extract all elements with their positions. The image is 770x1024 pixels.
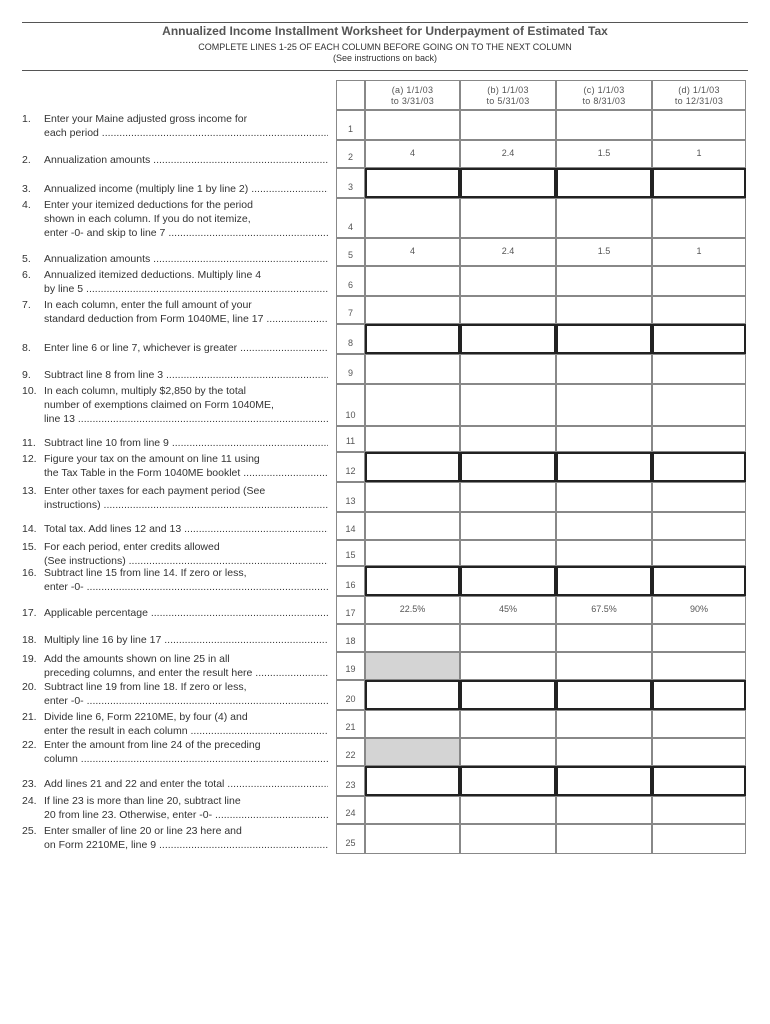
entry-cell-line-7-col-d[interactable] xyxy=(652,296,746,324)
line-label-text: the Tax Table in the Form 1040ME booklet xyxy=(44,467,241,479)
entry-cell-line-9-col-b[interactable] xyxy=(460,354,556,384)
entry-cell-line-4-col-c[interactable] xyxy=(556,198,652,238)
entry-cell-line-9-col-d[interactable] xyxy=(652,354,746,384)
line-description xyxy=(22,606,328,620)
line-number: 14 xyxy=(345,524,356,534)
entry-cell-line-8-col-a[interactable] xyxy=(365,324,460,354)
entry-cell-line-16-col-d[interactable] xyxy=(652,566,746,596)
entry-cell-line-15-col-c[interactable] xyxy=(556,540,652,566)
line-label-text: Annualization amounts xyxy=(44,154,151,166)
entry-cell-line-14-col-b[interactable] xyxy=(460,512,556,540)
entry-cell-line-19-col-d[interactable] xyxy=(652,652,746,680)
line-label-text: enter -0- xyxy=(44,581,84,593)
line-number: 19 xyxy=(345,664,356,674)
column-period-start: (d) 1/1/03 xyxy=(678,85,720,95)
entry-cell-line-3-col-d[interactable] xyxy=(652,168,746,198)
line-label-text: Add the amounts shown on line 25 in all xyxy=(44,653,230,665)
line-label-text: on Form 2210ME, line 9 xyxy=(44,839,157,851)
line-label-number: 13. xyxy=(22,485,37,497)
line-number: 1 xyxy=(347,124,353,134)
entry-cell-line-11-col-b[interactable] xyxy=(460,426,556,452)
line-label-number: 25. xyxy=(22,825,37,837)
line-label-text: Enter the amount from line 24 of the preceding xyxy=(44,739,261,751)
line-label-number: 8. xyxy=(22,342,31,354)
line-number-cell xyxy=(336,540,365,566)
column-header-a xyxy=(365,80,460,110)
line-number-cell xyxy=(336,324,365,354)
line-label-text: 20 from line 23. Otherwise, enter -0- xyxy=(44,809,213,821)
line-label-text: line 13 xyxy=(44,413,75,425)
form-subtitle: COMPLETE LINES 1-25 OF EACH COLUMN BEFORE GOING ON TO THE NEXT COLUMN xyxy=(198,42,572,52)
entry-cell-line-12-col-d[interactable] xyxy=(652,452,746,482)
line-description xyxy=(22,652,328,680)
entry-cell-line-7-col-b[interactable] xyxy=(460,296,556,324)
entry-cell-line-23-col-c[interactable] xyxy=(556,766,652,796)
entry-cell-line-20-col-b[interactable] xyxy=(460,680,556,710)
line-number-cell xyxy=(336,238,365,266)
entry-cell-line-8-col-b[interactable] xyxy=(460,324,556,354)
entry-cell-line-7-col-c[interactable] xyxy=(556,296,652,324)
line-number: 13 xyxy=(345,496,356,506)
leader-dots xyxy=(165,227,328,239)
preset-value: 67.5% xyxy=(591,604,617,614)
entry-cell-line-4-col-a[interactable] xyxy=(365,198,460,238)
entry-cell-line-21-col-d[interactable] xyxy=(652,710,746,738)
line-label-text: (See instructions) xyxy=(44,555,126,567)
entry-cell-line-12-col-a[interactable] xyxy=(365,452,460,482)
leader-dots xyxy=(212,809,328,821)
leader-dots xyxy=(84,695,328,707)
entry-cell-line-21-col-c[interactable] xyxy=(556,710,652,738)
line-description xyxy=(22,824,328,852)
line-number-cell xyxy=(336,652,365,680)
entry-cell-line-24-col-c[interactable] xyxy=(556,796,652,824)
entry-cell-line-11-col-d[interactable] xyxy=(652,426,746,452)
line-label-number: 19. xyxy=(22,653,37,665)
entry-cell-line-1-col-d[interactable] xyxy=(652,110,746,140)
line-description xyxy=(22,268,328,296)
line-label-number: 20. xyxy=(22,681,37,693)
entry-cell-line-1-col-b[interactable] xyxy=(460,110,556,140)
line-label-number: 2. xyxy=(22,154,31,166)
line-number: 10 xyxy=(345,410,356,420)
leader-dots xyxy=(75,413,328,425)
line-label-text: each period xyxy=(44,127,99,139)
line-label-text: Enter line 6 or line 7, whichever is greater xyxy=(44,342,238,354)
preset-value: 1.5 xyxy=(597,148,611,158)
line-number: 24 xyxy=(345,808,356,818)
entry-cell-line-11-col-a[interactable] xyxy=(365,426,460,452)
line-label-text: column xyxy=(44,753,78,765)
leader-dots xyxy=(83,283,328,295)
form-title: Annualized Income Installment Worksheet for Underpayment of Estimated Tax xyxy=(162,24,608,38)
line-label-number: 23. xyxy=(22,778,37,790)
leader-dots xyxy=(169,437,328,449)
entry-cell-line-10-col-b[interactable] xyxy=(460,384,556,426)
line-description xyxy=(22,341,328,355)
line-number-cell xyxy=(336,266,365,296)
entry-cell-line-16-col-a[interactable] xyxy=(365,566,460,596)
line-number: 23 xyxy=(345,780,356,790)
entry-cell-line-22-col-d[interactable] xyxy=(652,738,746,766)
line-label-number: 12. xyxy=(22,453,37,465)
line-label-text: Divide line 6, Form 2210ME, by four (4) and xyxy=(44,711,248,723)
entry-cell-line-25-col-c[interactable] xyxy=(556,824,652,854)
line-label-text: Subtract line 10 from line 9 xyxy=(44,437,169,449)
line-label-text: instructions) xyxy=(44,499,101,511)
entry-cell-line-15-col-a[interactable] xyxy=(365,540,460,566)
column-header-c xyxy=(556,80,652,110)
line-description xyxy=(22,252,328,266)
line-description xyxy=(22,198,328,240)
line-description xyxy=(22,436,328,450)
shaded-cell xyxy=(365,652,460,680)
line-label-number: 24. xyxy=(22,795,37,807)
line-number-cell xyxy=(336,426,365,452)
preset-value: 4 xyxy=(409,246,415,256)
line-number-cell xyxy=(336,824,365,854)
entry-cell-line-6-col-d[interactable] xyxy=(652,266,746,296)
entry-cell-line-24-col-b[interactable] xyxy=(460,796,556,824)
line-number-cell xyxy=(336,198,365,238)
line-number: 25 xyxy=(345,838,356,848)
entry-cell-line-10-col-d[interactable] xyxy=(652,384,746,426)
line-label-text: Subtract line 15 from line 14. If zero or less, xyxy=(44,567,247,579)
entry-cell-line-13-col-d[interactable] xyxy=(652,482,746,512)
entry-cell-line-3-col-c[interactable] xyxy=(556,168,652,198)
entry-cell-line-13-col-c[interactable] xyxy=(556,482,652,512)
preset-value: 1 xyxy=(696,246,702,256)
line-number-cell xyxy=(336,140,365,168)
entry-cell-line-18-col-b[interactable] xyxy=(460,624,556,652)
entry-cell-line-3-col-b[interactable] xyxy=(460,168,556,198)
line-label-number: 15. xyxy=(22,541,37,553)
column-period-start: (b) 1/1/03 xyxy=(487,85,529,95)
line-number: 2 xyxy=(347,152,353,162)
worksheet-grid xyxy=(336,80,746,854)
line-number-cell xyxy=(336,796,365,824)
line-number: 7 xyxy=(347,308,353,318)
entry-cell-line-22-col-b[interactable] xyxy=(460,738,556,766)
entry-cell-line-16-col-c[interactable] xyxy=(556,566,652,596)
entry-cell-line-12-col-b[interactable] xyxy=(460,452,556,482)
line-number: 22 xyxy=(345,750,356,760)
line-description xyxy=(22,298,328,326)
leader-dots xyxy=(181,523,328,535)
leader-dots xyxy=(240,467,328,479)
entry-cell-line-12-col-c[interactable] xyxy=(556,452,652,482)
entry-cell-line-19-col-b[interactable] xyxy=(460,652,556,680)
line-label-text: number of exemptions claimed on Form 1040ME, xyxy=(44,399,274,411)
shaded-cell xyxy=(365,738,460,766)
leader-dots xyxy=(237,342,328,354)
entry-cell-line-18-col-d[interactable] xyxy=(652,624,746,652)
line-number-cell xyxy=(336,596,365,624)
entry-cell-line-16-col-b[interactable] xyxy=(460,566,556,596)
line-number-cell xyxy=(336,512,365,540)
line-number-cell xyxy=(336,168,365,198)
entry-cell-line-9-col-a[interactable] xyxy=(365,354,460,384)
line-label-text: Annualized income (multiply line 1 by line 2) xyxy=(44,183,249,195)
entry-cell-line-22-col-c[interactable] xyxy=(556,738,652,766)
entry-cell-line-13-col-b[interactable] xyxy=(460,482,556,512)
line-description xyxy=(22,540,328,568)
entry-cell-line-24-col-a[interactable] xyxy=(365,796,460,824)
leader-dots xyxy=(156,839,328,851)
entry-cell-line-25-col-b[interactable] xyxy=(460,824,556,854)
line-label-text: Add lines 21 and 22 and enter the total xyxy=(44,778,225,790)
entry-cell-line-14-col-c[interactable] xyxy=(556,512,652,540)
line-description xyxy=(22,633,328,647)
line-description xyxy=(22,777,328,791)
entry-cell-line-7-col-a[interactable] xyxy=(365,296,460,324)
entry-cell-line-15-col-b[interactable] xyxy=(460,540,556,566)
line-label-text: Annualization amounts xyxy=(44,253,151,265)
column-period-end: to 8/31/03 xyxy=(582,96,626,106)
line-label-text: If line 23 is more than line 20, subtract line xyxy=(44,795,241,807)
line-number-header-cell xyxy=(336,80,365,110)
line-label-text: Enter your Maine adjusted gross income for xyxy=(44,113,248,125)
preset-value: 45% xyxy=(498,604,517,614)
leader-dots xyxy=(99,127,328,139)
line-label-number: 17. xyxy=(22,607,37,619)
entry-cell-line-25-col-a[interactable] xyxy=(365,824,460,854)
line-number-cell xyxy=(336,384,365,426)
form-note: (See instructions on back) xyxy=(332,53,438,63)
entry-cell-line-1-col-a[interactable] xyxy=(365,110,460,140)
line-number: 16 xyxy=(345,580,356,590)
line-label-number: 18. xyxy=(22,634,37,646)
line-label-text: preceding columns, and enter the result here xyxy=(44,667,253,679)
leader-dots xyxy=(148,607,328,619)
line-number: 5 xyxy=(347,250,353,260)
entry-cell-line-6-col-c[interactable] xyxy=(556,266,652,296)
leader-dots xyxy=(224,778,328,790)
line-description xyxy=(22,384,328,426)
leader-dots xyxy=(263,313,328,325)
line-description xyxy=(22,738,328,766)
line-label-text: Figure your tax on the amount on line 11 using xyxy=(44,453,260,465)
line-description xyxy=(22,182,328,196)
preset-value: 2.4 xyxy=(501,246,515,256)
entry-cell-line-23-col-b[interactable] xyxy=(460,766,556,796)
line-label-text: Annualized itemized deductions. Multiply line 4 xyxy=(44,269,262,281)
entry-cell-line-4-col-d[interactable] xyxy=(652,198,746,238)
line-description xyxy=(22,794,328,822)
line-number: 9 xyxy=(347,368,353,378)
entry-cell-line-8-col-c[interactable] xyxy=(556,324,652,354)
entry-cell-line-11-col-c[interactable] xyxy=(556,426,652,452)
line-label-number: 14. xyxy=(22,523,37,535)
line-number-cell xyxy=(336,296,365,324)
line-number-cell xyxy=(336,680,365,710)
line-number: 8 xyxy=(347,338,353,348)
entry-cell-line-14-col-a[interactable] xyxy=(365,512,460,540)
entry-cell-line-20-col-a[interactable] xyxy=(365,680,460,710)
entry-cell-line-25-col-d[interactable] xyxy=(652,824,746,854)
line-label-text: In each column, multiply $2,850 by the total xyxy=(44,385,246,397)
line-label-text: Multiply line 16 by line 17 xyxy=(44,634,162,646)
line-description xyxy=(22,112,328,140)
column-period-end: to 12/31/03 xyxy=(674,96,724,106)
line-label-number: 5. xyxy=(22,253,31,265)
entry-cell-line-6-col-a[interactable] xyxy=(365,266,460,296)
line-label-text: Subtract line 8 from line 3 xyxy=(44,369,164,381)
line-label-number: 9. xyxy=(22,369,31,381)
leader-dots xyxy=(252,667,328,679)
entry-cell-line-4-col-b[interactable] xyxy=(460,198,556,238)
line-number-cell xyxy=(336,710,365,738)
preset-value: 1 xyxy=(696,148,702,158)
line-number: 12 xyxy=(345,466,356,476)
leader-dots xyxy=(163,369,328,381)
leader-dots xyxy=(161,634,328,646)
line-number-cell xyxy=(336,738,365,766)
entry-cell-line-6-col-b[interactable] xyxy=(460,266,556,296)
line-number: 6 xyxy=(347,280,353,290)
line-label-number: 16. xyxy=(22,567,37,579)
line-label-text: enter -0- xyxy=(44,695,84,707)
line-label-text: Enter smaller of line 20 or line 23 here and xyxy=(44,825,242,837)
line-description xyxy=(22,368,328,382)
line-label-number: 3. xyxy=(22,183,31,195)
line-number: 18 xyxy=(345,636,356,646)
line-label-number: 4. xyxy=(22,199,31,211)
preset-value: 22.5% xyxy=(399,604,426,614)
line-label-text: standard deduction from Form 1040ME, line 17 xyxy=(44,313,264,325)
column-period-end: to 5/31/03 xyxy=(486,96,530,106)
column-period-start: (a) 1/1/03 xyxy=(391,85,434,95)
line-description xyxy=(22,566,328,594)
line-label-number: 10. xyxy=(22,385,37,397)
line-description xyxy=(22,484,328,512)
leader-dots xyxy=(248,183,328,195)
entry-cell-line-24-col-d[interactable] xyxy=(652,796,746,824)
entry-cell-line-18-col-c[interactable] xyxy=(556,624,652,652)
preset-value: 4 xyxy=(409,148,415,158)
top-rule xyxy=(22,22,748,23)
line-description xyxy=(22,710,328,738)
line-number: 20 xyxy=(345,694,356,704)
line-label-text: In each column, enter the full amount of your xyxy=(44,299,252,311)
entry-cell-line-14-col-d[interactable] xyxy=(652,512,746,540)
line-number-cell xyxy=(336,766,365,796)
leader-dots xyxy=(78,753,328,765)
line-label-text: For each period, enter credits allowed xyxy=(44,541,220,553)
line-label-text: Total tax. Add lines 12 and 13 xyxy=(44,523,182,535)
line-number: 11 xyxy=(345,436,356,446)
entry-cell-line-3-col-a[interactable] xyxy=(365,168,460,198)
line-number-cell xyxy=(336,624,365,652)
line-label-text: by line 5 xyxy=(44,283,84,295)
line-number-cell xyxy=(336,452,365,482)
entry-cell-line-23-col-a[interactable] xyxy=(365,766,460,796)
line-number-cell xyxy=(336,354,365,384)
line-number: 3 xyxy=(347,182,353,192)
entry-cell-line-15-col-d[interactable] xyxy=(652,540,746,566)
entry-cell-line-21-col-a[interactable] xyxy=(365,710,460,738)
leader-dots xyxy=(188,725,328,737)
preset-value: 90% xyxy=(689,604,708,614)
column-period-end: to 3/31/03 xyxy=(390,96,435,106)
entry-cell-line-10-col-a[interactable] xyxy=(365,384,460,426)
entry-cell-line-1-col-c[interactable] xyxy=(556,110,652,140)
column-header-d xyxy=(652,80,746,110)
line-label-text: enter the result in each column xyxy=(44,725,188,737)
line-label-text: Subtract line 19 from line 18. If zero or less, xyxy=(44,681,247,693)
line-number: 21 xyxy=(345,722,356,732)
line-label-text: shown in each column. If you do not itemize, xyxy=(44,213,251,225)
line-label-number: 1. xyxy=(22,113,31,125)
column-header-b xyxy=(460,80,556,110)
line-label-number: 6. xyxy=(22,269,31,281)
line-number-cell xyxy=(336,482,365,512)
line-label-text: enter -0- and skip to line 7 xyxy=(44,227,166,239)
leader-dots xyxy=(150,253,328,265)
entry-cell-line-23-col-d[interactable] xyxy=(652,766,746,796)
entry-cell-line-20-col-d[interactable] xyxy=(652,680,746,710)
line-number-cell xyxy=(336,566,365,596)
line-description xyxy=(22,522,328,536)
entry-cell-line-21-col-b[interactable] xyxy=(460,710,556,738)
entry-cell-line-19-col-c[interactable] xyxy=(556,652,652,680)
line-label-text: Enter other taxes for each payment period (See xyxy=(44,485,266,497)
entry-cell-line-13-col-a[interactable] xyxy=(365,482,460,512)
preset-value: 1.5 xyxy=(597,246,611,256)
line-label-number: 21. xyxy=(22,711,37,723)
line-label-text: Applicable percentage xyxy=(44,607,148,619)
entry-cell-line-9-col-c[interactable] xyxy=(556,354,652,384)
entry-cell-line-8-col-d[interactable] xyxy=(652,324,746,354)
preset-value: 2.4 xyxy=(501,148,515,158)
line-label-text: Enter your itemized deductions for the period xyxy=(44,199,253,211)
line-label-number: 22. xyxy=(22,739,37,751)
header-rule xyxy=(22,70,748,71)
entry-cell-line-10-col-c[interactable] xyxy=(556,384,652,426)
line-description xyxy=(22,153,328,167)
line-number-cell xyxy=(336,110,365,140)
leader-dots xyxy=(101,499,328,511)
line-description xyxy=(22,680,328,708)
entry-cell-line-20-col-c[interactable] xyxy=(556,680,652,710)
line-label-number: 11. xyxy=(22,437,36,449)
line-number: 15 xyxy=(345,550,356,560)
column-period-start: (c) 1/1/03 xyxy=(583,85,625,95)
line-number: 4 xyxy=(347,222,353,232)
line-description xyxy=(22,452,328,480)
line-number: 17 xyxy=(345,608,356,618)
entry-cell-line-18-col-a[interactable] xyxy=(365,624,460,652)
line-label-number: 7. xyxy=(22,299,31,311)
leader-dots xyxy=(150,154,328,166)
leader-dots xyxy=(84,581,328,593)
